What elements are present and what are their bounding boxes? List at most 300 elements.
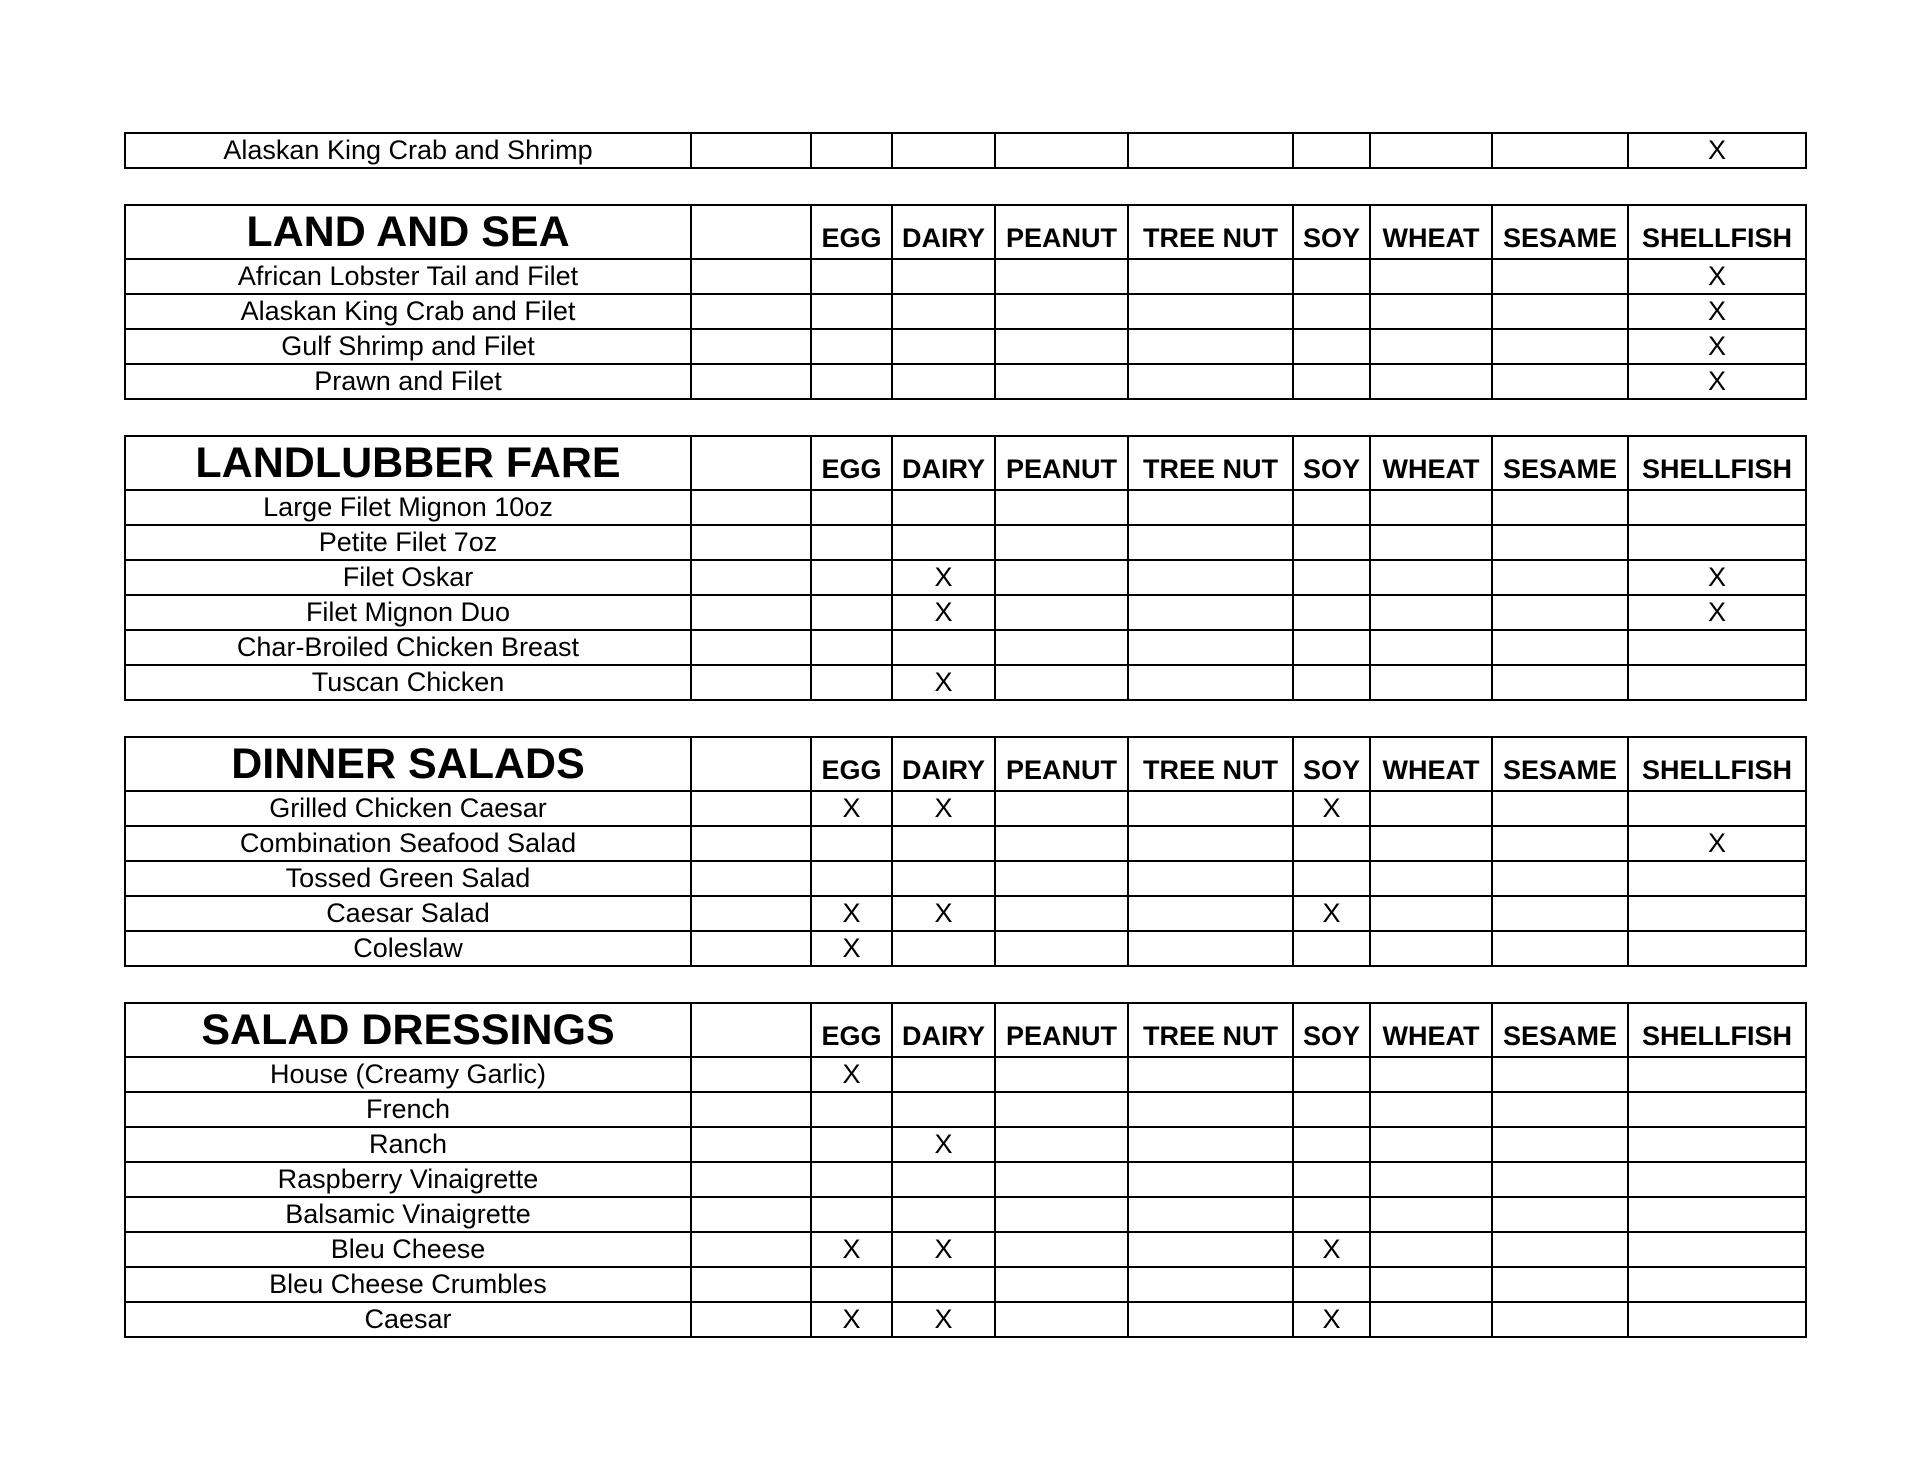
allergen-cell-egg xyxy=(811,560,892,595)
allergen-cell-soy xyxy=(1293,560,1370,595)
section-header-row xyxy=(125,436,1806,490)
section-table-dinner-salads xyxy=(124,736,1807,967)
allergen-cell-sesame xyxy=(1492,490,1628,525)
allergen-cell-peanut xyxy=(995,259,1128,294)
allergen-cell-shellfish xyxy=(1628,630,1806,665)
column-header-peanut: PEANUT xyxy=(995,436,1128,490)
item-name: Bleu Cheese Crumbles xyxy=(125,1267,691,1302)
allergen-cell-wheat xyxy=(1370,791,1492,826)
allergen-cell-sesame xyxy=(1492,1197,1628,1232)
allergen-cell-tree-nut xyxy=(1128,791,1293,826)
column-header-shellfish: SHELLFISH xyxy=(1628,1003,1806,1057)
allergen-cell-sesame xyxy=(1492,1302,1628,1337)
column-header-peanut: PEANUT xyxy=(995,205,1128,259)
blank-cell xyxy=(691,1162,811,1197)
allergen-cell-sesame xyxy=(1492,630,1628,665)
section-table-landlubber-fare xyxy=(124,435,1807,701)
allergen-cell-soy xyxy=(1293,1092,1370,1127)
allergen-cell-tree-nut xyxy=(1128,133,1293,168)
allergen-cell-peanut xyxy=(995,1162,1128,1197)
column-header-sesame: SESAME xyxy=(1492,205,1628,259)
item-name: African Lobster Tail and Filet xyxy=(125,259,691,294)
allergen-cell-tree-nut xyxy=(1128,665,1293,700)
section-title: LAND AND SEA xyxy=(125,205,691,259)
allergen-cell-soy xyxy=(1293,525,1370,560)
allergen-cell-dairy xyxy=(892,259,995,294)
allergen-cell-dairy: X xyxy=(892,1232,995,1267)
allergen-cell-egg: X xyxy=(811,791,892,826)
table-row xyxy=(125,490,1806,525)
allergen-cell-sesame xyxy=(1492,896,1628,931)
allergen-cell-egg xyxy=(811,364,892,399)
column-header-shellfish: SHELLFISH xyxy=(1628,737,1806,791)
item-name: Grilled Chicken Caesar xyxy=(125,791,691,826)
allergen-cell-wheat xyxy=(1370,665,1492,700)
item-name: Alaskan King Crab and Shrimp xyxy=(125,133,691,168)
allergen-cell-soy xyxy=(1293,861,1370,896)
allergen-cell-peanut xyxy=(995,525,1128,560)
allergen-document xyxy=(124,132,1804,1373)
item-name: Char-Broiled Chicken Breast xyxy=(125,630,691,665)
allergen-cell-wheat xyxy=(1370,1162,1492,1197)
allergen-cell-shellfish xyxy=(1628,490,1806,525)
allergen-cell-egg xyxy=(811,525,892,560)
allergen-cell-shellfish xyxy=(1628,1162,1806,1197)
blank-header-cell xyxy=(691,1003,811,1057)
allergen-cell-dairy xyxy=(892,630,995,665)
allergen-cell-peanut xyxy=(995,791,1128,826)
section-title: SALAD DRESSINGS xyxy=(125,1003,691,1057)
allergen-cell-peanut xyxy=(995,329,1128,364)
allergen-cell-egg: X xyxy=(811,1302,892,1337)
column-header-sesame: SESAME xyxy=(1492,436,1628,490)
allergen-cell-egg xyxy=(811,294,892,329)
item-name: Caesar xyxy=(125,1302,691,1337)
allergen-cell-peanut xyxy=(995,560,1128,595)
allergen-cell-soy xyxy=(1293,1197,1370,1232)
item-name: House (Creamy Garlic) xyxy=(125,1057,691,1092)
blank-cell xyxy=(691,1267,811,1302)
allergen-cell-egg xyxy=(811,133,892,168)
allergen-cell-tree-nut xyxy=(1128,560,1293,595)
allergen-cell-dairy: X xyxy=(892,595,995,630)
column-header-wheat: WHEAT xyxy=(1370,1003,1492,1057)
allergen-cell-egg: X xyxy=(811,1057,892,1092)
allergen-cell-peanut xyxy=(995,1092,1128,1127)
allergen-cell-dairy xyxy=(892,1057,995,1092)
table-row xyxy=(125,595,1806,630)
column-header-sesame: SESAME xyxy=(1492,737,1628,791)
allergen-cell-shellfish xyxy=(1628,1127,1806,1162)
table-row xyxy=(125,861,1806,896)
allergen-cell-peanut xyxy=(995,630,1128,665)
allergen-cell-dairy xyxy=(892,490,995,525)
section-header-row xyxy=(125,205,1806,259)
blank-cell xyxy=(691,595,811,630)
allergen-cell-sesame xyxy=(1492,294,1628,329)
table-row xyxy=(125,1092,1806,1127)
item-name: Bleu Cheese xyxy=(125,1232,691,1267)
allergen-cell-sesame xyxy=(1492,1162,1628,1197)
allergen-cell-shellfish: X xyxy=(1628,259,1806,294)
allergen-cell-dairy xyxy=(892,1162,995,1197)
table-row xyxy=(125,826,1806,861)
allergen-cell-sesame xyxy=(1492,595,1628,630)
blank-cell xyxy=(691,364,811,399)
allergen-cell-wheat xyxy=(1370,329,1492,364)
allergen-cell-dairy xyxy=(892,364,995,399)
allergen-cell-egg: X xyxy=(811,1232,892,1267)
allergen-cell-peanut xyxy=(995,294,1128,329)
column-header-wheat: WHEAT xyxy=(1370,436,1492,490)
column-header-egg: EGG xyxy=(811,1003,892,1057)
table-row xyxy=(125,1197,1806,1232)
blank-cell xyxy=(691,1197,811,1232)
allergen-cell-shellfish xyxy=(1628,1197,1806,1232)
blank-cell xyxy=(691,791,811,826)
column-header-tree-nut: TREE NUT xyxy=(1128,205,1293,259)
allergen-cell-soy xyxy=(1293,1057,1370,1092)
allergen-cell-soy: X xyxy=(1293,896,1370,931)
allergen-cell-soy: X xyxy=(1293,1302,1370,1337)
allergen-cell-sesame xyxy=(1492,364,1628,399)
blank-cell xyxy=(691,1302,811,1337)
section-header-row xyxy=(125,737,1806,791)
allergen-cell-egg xyxy=(811,259,892,294)
column-header-egg: EGG xyxy=(811,737,892,791)
allergen-cell-soy xyxy=(1293,364,1370,399)
allergen-cell-egg: X xyxy=(811,931,892,966)
item-name: Filet Mignon Duo xyxy=(125,595,691,630)
allergen-cell-dairy: X xyxy=(892,791,995,826)
allergen-cell-peanut xyxy=(995,665,1128,700)
column-header-soy: SOY xyxy=(1293,436,1370,490)
allergen-cell-shellfish: X xyxy=(1628,560,1806,595)
item-name: Petite Filet 7oz xyxy=(125,525,691,560)
item-name: Alaskan King Crab and Filet xyxy=(125,294,691,329)
allergen-cell-tree-nut xyxy=(1128,1092,1293,1127)
allergen-cell-tree-nut xyxy=(1128,1127,1293,1162)
table-row xyxy=(125,294,1806,329)
allergen-cell-tree-nut xyxy=(1128,329,1293,364)
table-row xyxy=(125,259,1806,294)
allergen-cell-tree-nut xyxy=(1128,1197,1293,1232)
allergen-cell-peanut xyxy=(995,1302,1128,1337)
allergen-cell-peanut xyxy=(995,931,1128,966)
blank-cell xyxy=(691,826,811,861)
column-header-peanut: PEANUT xyxy=(995,1003,1128,1057)
allergen-cell-shellfish xyxy=(1628,1092,1806,1127)
allergen-cell-wheat xyxy=(1370,364,1492,399)
allergen-cell-wheat xyxy=(1370,595,1492,630)
table-row xyxy=(125,665,1806,700)
allergen-cell-peanut xyxy=(995,1267,1128,1302)
allergen-cell-dairy: X xyxy=(892,665,995,700)
allergen-cell-soy xyxy=(1293,329,1370,364)
section-header-row xyxy=(125,1003,1806,1057)
allergen-cell-wheat xyxy=(1370,525,1492,560)
allergen-cell-tree-nut xyxy=(1128,1267,1293,1302)
allergen-cell-shellfish xyxy=(1628,896,1806,931)
allergen-cell-wheat xyxy=(1370,931,1492,966)
allergen-cell-tree-nut xyxy=(1128,630,1293,665)
allergen-cell-peanut xyxy=(995,490,1128,525)
column-header-tree-nut: TREE NUT xyxy=(1128,1003,1293,1057)
allergen-cell-egg xyxy=(811,1197,892,1232)
section-title: DINNER SALADS xyxy=(125,737,691,791)
blank-header-cell xyxy=(691,205,811,259)
allergen-cell-shellfish xyxy=(1628,1232,1806,1267)
allergen-cell-tree-nut xyxy=(1128,1302,1293,1337)
allergen-cell-wheat xyxy=(1370,1232,1492,1267)
allergen-cell-egg: X xyxy=(811,896,892,931)
allergen-cell-soy: X xyxy=(1293,791,1370,826)
allergen-cell-egg xyxy=(811,1127,892,1162)
item-name: Raspberry Vinaigrette xyxy=(125,1162,691,1197)
allergen-cell-peanut xyxy=(995,1127,1128,1162)
allergen-cell-wheat xyxy=(1370,1197,1492,1232)
allergen-cell-tree-nut xyxy=(1128,525,1293,560)
allergen-cell-sesame xyxy=(1492,1057,1628,1092)
allergen-cell-shellfish: X xyxy=(1628,294,1806,329)
blank-cell xyxy=(691,896,811,931)
allergen-cell-dairy xyxy=(892,861,995,896)
item-name: Combination Seafood Salad xyxy=(125,826,691,861)
blank-cell xyxy=(691,861,811,896)
table-row xyxy=(125,896,1806,931)
blank-cell xyxy=(691,329,811,364)
item-name: Ranch xyxy=(125,1127,691,1162)
item-name: Tuscan Chicken xyxy=(125,665,691,700)
allergen-cell-egg xyxy=(811,595,892,630)
blank-cell xyxy=(691,259,811,294)
allergen-cell-dairy xyxy=(892,1267,995,1302)
allergen-cell-sesame xyxy=(1492,1232,1628,1267)
allergen-cell-wheat xyxy=(1370,1127,1492,1162)
table-row xyxy=(125,1162,1806,1197)
allergen-cell-shellfish xyxy=(1628,931,1806,966)
allergen-cell-shellfish xyxy=(1628,525,1806,560)
table-row xyxy=(125,329,1806,364)
allergen-cell-shellfish: X xyxy=(1628,133,1806,168)
continued-table xyxy=(124,132,1807,169)
table-row xyxy=(125,525,1806,560)
item-name: French xyxy=(125,1092,691,1127)
allergen-cell-peanut xyxy=(995,1057,1128,1092)
table-row xyxy=(125,560,1806,595)
allergen-cell-peanut xyxy=(995,861,1128,896)
allergen-cell-egg xyxy=(811,490,892,525)
allergen-cell-wheat xyxy=(1370,630,1492,665)
allergen-cell-dairy xyxy=(892,133,995,168)
allergen-cell-dairy xyxy=(892,1197,995,1232)
blank-cell xyxy=(691,133,811,168)
allergen-cell-tree-nut xyxy=(1128,1162,1293,1197)
allergen-cell-egg xyxy=(811,665,892,700)
item-name: Caesar Salad xyxy=(125,896,691,931)
allergen-cell-dairy: X xyxy=(892,1302,995,1337)
allergen-cell-sesame xyxy=(1492,560,1628,595)
allergen-cell-peanut xyxy=(995,896,1128,931)
allergen-cell-egg xyxy=(811,1092,892,1127)
column-header-egg: EGG xyxy=(811,436,892,490)
allergen-cell-egg xyxy=(811,630,892,665)
blank-cell xyxy=(691,1232,811,1267)
blank-header-cell xyxy=(691,737,811,791)
column-header-tree-nut: TREE NUT xyxy=(1128,737,1293,791)
allergen-cell-tree-nut xyxy=(1128,896,1293,931)
item-name: Prawn and Filet xyxy=(125,364,691,399)
allergen-cell-shellfish: X xyxy=(1628,329,1806,364)
allergen-cell-sesame xyxy=(1492,1127,1628,1162)
column-header-dairy: DAIRY xyxy=(892,436,995,490)
column-header-wheat: WHEAT xyxy=(1370,737,1492,791)
item-name: Filet Oskar xyxy=(125,560,691,595)
allergen-cell-soy xyxy=(1293,826,1370,861)
allergen-cell-soy xyxy=(1293,490,1370,525)
allergen-cell-egg xyxy=(811,861,892,896)
allergen-cell-sesame xyxy=(1492,826,1628,861)
allergen-cell-egg xyxy=(811,826,892,861)
blank-header-cell xyxy=(691,436,811,490)
section-table-salad-dressings xyxy=(124,1002,1807,1338)
column-header-soy: SOY xyxy=(1293,1003,1370,1057)
allergen-cell-egg xyxy=(811,1162,892,1197)
allergen-cell-shellfish xyxy=(1628,861,1806,896)
allergen-cell-wheat xyxy=(1370,259,1492,294)
blank-cell xyxy=(691,1057,811,1092)
item-name: Balsamic Vinaigrette xyxy=(125,1197,691,1232)
allergen-cell-wheat xyxy=(1370,1302,1492,1337)
allergen-cell-wheat xyxy=(1370,560,1492,595)
allergen-cell-soy xyxy=(1293,1267,1370,1302)
item-name: Large Filet Mignon 10oz xyxy=(125,490,691,525)
allergen-cell-wheat xyxy=(1370,1092,1492,1127)
allergen-cell-dairy: X xyxy=(892,560,995,595)
blank-cell xyxy=(691,665,811,700)
table-row xyxy=(125,1057,1806,1092)
allergen-cell-tree-nut xyxy=(1128,490,1293,525)
allergen-cell-peanut xyxy=(995,364,1128,399)
column-header-shellfish: SHELLFISH xyxy=(1628,436,1806,490)
allergen-cell-sesame xyxy=(1492,329,1628,364)
table-row xyxy=(125,1127,1806,1162)
allergen-cell-tree-nut xyxy=(1128,1232,1293,1267)
allergen-cell-shellfish xyxy=(1628,1302,1806,1337)
allergen-cell-wheat xyxy=(1370,133,1492,168)
allergen-cell-soy xyxy=(1293,133,1370,168)
column-header-tree-nut: TREE NUT xyxy=(1128,436,1293,490)
column-header-sesame: SESAME xyxy=(1492,1003,1628,1057)
column-header-egg: EGG xyxy=(811,205,892,259)
allergen-cell-tree-nut xyxy=(1128,826,1293,861)
allergen-cell-tree-nut xyxy=(1128,294,1293,329)
allergen-cell-sesame xyxy=(1492,861,1628,896)
allergen-cell-peanut xyxy=(995,1197,1128,1232)
allergen-cell-dairy xyxy=(892,1092,995,1127)
allergen-cell-dairy xyxy=(892,826,995,861)
table-row xyxy=(125,133,1806,168)
table-row xyxy=(125,791,1806,826)
allergen-cell-peanut xyxy=(995,826,1128,861)
column-header-dairy: DAIRY xyxy=(892,737,995,791)
item-name: Gulf Shrimp and Filet xyxy=(125,329,691,364)
blank-cell xyxy=(691,630,811,665)
allergen-cell-sesame xyxy=(1492,525,1628,560)
blank-cell xyxy=(691,931,811,966)
item-name: Tossed Green Salad xyxy=(125,861,691,896)
allergen-cell-sesame xyxy=(1492,259,1628,294)
allergen-cell-egg xyxy=(811,329,892,364)
column-header-soy: SOY xyxy=(1293,737,1370,791)
allergen-cell-tree-nut xyxy=(1128,259,1293,294)
allergen-cell-soy xyxy=(1293,665,1370,700)
allergen-cell-egg xyxy=(811,1267,892,1302)
allergen-cell-dairy xyxy=(892,525,995,560)
allergen-cell-shellfish: X xyxy=(1628,595,1806,630)
blank-cell xyxy=(691,525,811,560)
allergen-cell-peanut xyxy=(995,133,1128,168)
allergen-cell-tree-nut xyxy=(1128,364,1293,399)
blank-cell xyxy=(691,490,811,525)
allergen-cell-shellfish xyxy=(1628,665,1806,700)
table-row xyxy=(125,630,1806,665)
allergen-cell-sesame xyxy=(1492,665,1628,700)
allergen-cell-soy: X xyxy=(1293,1232,1370,1267)
allergen-cell-tree-nut xyxy=(1128,1057,1293,1092)
allergen-cell-dairy: X xyxy=(892,896,995,931)
blank-cell xyxy=(691,294,811,329)
column-header-soy: SOY xyxy=(1293,205,1370,259)
allergen-cell-dairy xyxy=(892,294,995,329)
item-name: Coleslaw xyxy=(125,931,691,966)
column-header-peanut: PEANUT xyxy=(995,737,1128,791)
allergen-cell-soy xyxy=(1293,931,1370,966)
allergen-cell-wheat xyxy=(1370,1057,1492,1092)
allergen-cell-shellfish xyxy=(1628,1057,1806,1092)
allergen-cell-sesame xyxy=(1492,1267,1628,1302)
table-row xyxy=(125,1302,1806,1337)
blank-cell xyxy=(691,560,811,595)
blank-cell xyxy=(691,1127,811,1162)
allergen-cell-sesame xyxy=(1492,133,1628,168)
column-header-dairy: DAIRY xyxy=(892,1003,995,1057)
allergen-cell-soy xyxy=(1293,1127,1370,1162)
blank-cell xyxy=(691,1092,811,1127)
allergen-cell-peanut xyxy=(995,1232,1128,1267)
allergen-cell-shellfish xyxy=(1628,791,1806,826)
allergen-cell-soy xyxy=(1293,1162,1370,1197)
allergen-cell-tree-nut xyxy=(1128,861,1293,896)
table-row xyxy=(125,931,1806,966)
allergen-cell-soy xyxy=(1293,294,1370,329)
allergen-cell-shellfish: X xyxy=(1628,826,1806,861)
allergen-cell-wheat xyxy=(1370,294,1492,329)
allergen-cell-soy xyxy=(1293,595,1370,630)
table-row xyxy=(125,1232,1806,1267)
allergen-cell-wheat xyxy=(1370,896,1492,931)
allergen-cell-wheat xyxy=(1370,826,1492,861)
allergen-cell-tree-nut xyxy=(1128,595,1293,630)
allergen-cell-soy xyxy=(1293,630,1370,665)
column-header-wheat: WHEAT xyxy=(1370,205,1492,259)
allergen-cell-shellfish xyxy=(1628,1267,1806,1302)
column-header-shellfish: SHELLFISH xyxy=(1628,205,1806,259)
allergen-cell-dairy xyxy=(892,931,995,966)
table-row xyxy=(125,364,1806,399)
allergen-cell-sesame xyxy=(1492,791,1628,826)
table-row xyxy=(125,1267,1806,1302)
